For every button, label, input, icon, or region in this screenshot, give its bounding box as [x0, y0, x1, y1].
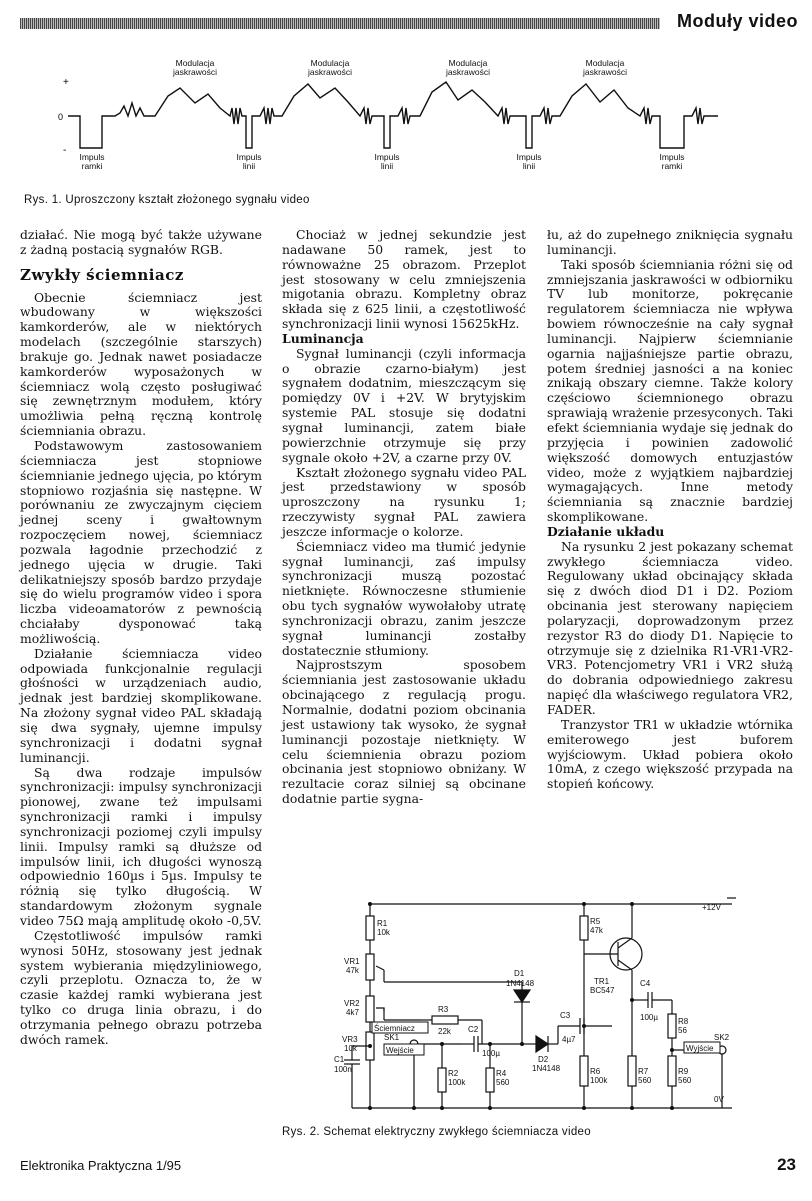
paragraph: Częstotliwość impulsów ramki wynosi 50Hz, stosowany jest jednak system wybierania międzyliniowego, czyli przeplotu. Oznacza to, że w czasie każdej ramki wybierana jest tylko co druga linia obrazu, i do otrzymania pełnego obrazu potrzeba dwóch ramek.	[20, 927, 262, 1047]
svg-text:VR2: VR2	[344, 999, 360, 1008]
svg-text:56: 56	[678, 1026, 687, 1035]
fig2-vcc-label: +12V	[702, 903, 721, 912]
text-column-1	[20, 228, 262, 1048]
figure-2-schematic	[322, 896, 742, 1122]
svg-text:VR1: VR1	[344, 957, 360, 966]
svg-text:Modulacjajaskrawości: Modulacja jaskrawości	[173, 58, 217, 77]
svg-text:R4: R4	[496, 1069, 507, 1078]
paragraph: Działanie ściemniacza video odpowiada funkcjonalnie regulacji głośności w urządzeniach audio, jednak jest bardziej skomplikowane. Na złożony sygnał video PAL składają się dwa sygnały, ujemne impulsy synchronizacji i dodatni sygnał luminancji.	[20, 645, 262, 765]
figure-1-signal-diagram	[20, 58, 720, 200]
paragraph: Taki sposób ściemniania różni się od zmniejszania jaskrawości w odbiorniku TV lub monitorze, pokręcanie regulatorem ściemniacza nie wpływa bowiem równocześnie na cały sygnał luminancji. Najpierw ściemnianie ogarnia najjaśniejsze partie obrazu, potem średniej jasności a na koniec znikają obszary ciemne. Także kolory częściowo ściemnionego obrazu sprawiają wrażenie przesyconych. Taki efekt ściemniania wydaje się jednak do przyjęcia i powinien zadowolić większość domowych entuzjastów video, może z wyjątkiem najbardziej wymagających. Inne metody ściemniania są znacznie bardziej skomplikowane.	[547, 256, 793, 525]
svg-text:Modulacjajaskrawości: Modulacja jaskrawości	[308, 58, 352, 77]
fig2-output-label: Wyjście	[686, 1044, 714, 1053]
svg-text:4k7: 4k7	[346, 1008, 359, 1017]
svg-text:10k: 10k	[377, 928, 390, 937]
svg-text:R6: R6	[590, 1067, 601, 1076]
fig1-plus-label: +	[63, 77, 69, 88]
fig2-dimmer-label: Ściemniacz	[374, 1024, 415, 1033]
svg-text:D1: D1	[514, 969, 525, 978]
svg-text:Impulsramki: Impuls ramki	[659, 152, 685, 171]
svg-text:R3: R3	[438, 1005, 449, 1014]
svg-text:BC547: BC547	[590, 986, 615, 995]
svg-text:R2: R2	[448, 1069, 459, 1078]
figure-1-caption: Rys. 1. Uproszczony kształt złożonego sygnału video	[24, 194, 310, 206]
svg-text:47k: 47k	[346, 966, 359, 975]
svg-text:SK2: SK2	[714, 1033, 730, 1042]
svg-text:10k: 10k	[344, 1044, 357, 1053]
header-pattern-bar	[20, 18, 660, 29]
fig1-top-labels	[172, 58, 627, 77]
fig1-label-bottom-1: Impuls	[79, 152, 105, 162]
fig1-label-bottom-3: Impuls	[374, 152, 400, 162]
svg-text:R9: R9	[678, 1067, 689, 1076]
svg-text:100k: 100k	[448, 1078, 466, 1087]
svg-text:SK1: SK1	[384, 1033, 400, 1042]
svg-text:R7: R7	[638, 1067, 649, 1076]
svg-text:Modulacjajaskrawości: Modulacja jaskrawości	[583, 58, 627, 77]
svg-text:22k: 22k	[438, 1027, 451, 1036]
svg-text:560: 560	[496, 1078, 510, 1087]
svg-text:Impulslinii: Impuls linii	[236, 152, 262, 171]
fig1-label-bottom-2: Impuls	[236, 152, 262, 162]
svg-text:1N4148: 1N4148	[532, 1064, 561, 1073]
fig2-gnd-label: 0V	[714, 1095, 724, 1104]
fig1-label-bottom-4: Impuls	[516, 152, 542, 162]
section-title: Moduły video	[676, 11, 798, 31]
svg-text:100µ: 100µ	[640, 1013, 658, 1022]
fig1-label-bottom-5: Impuls	[659, 152, 685, 162]
paragraph: łu, aż do zupełnego zniknięcia sygnału luminancji.	[547, 227, 793, 257]
text-column-2	[282, 228, 526, 807]
fig1-label-top-2: Modulacja	[310, 58, 350, 68]
heading: Zwykły ściemniacz	[20, 265, 184, 284]
fig1-label-top-4: Modulacja	[585, 58, 625, 68]
svg-text:4µ7: 4µ7	[562, 1035, 576, 1044]
paragraph: Kształt złożonego sygnału video PAL jest przedstawiony w sposób uproszczony na rysunku 1; rzeczywisty sygnał PAL zawiera jeszcze informacje o kolorze.	[282, 464, 526, 539]
fig1-bottom-labels	[79, 152, 684, 171]
svg-text:560: 560	[638, 1076, 652, 1085]
fig1-label-top-1: Modulacja	[175, 58, 215, 68]
svg-text:R5: R5	[590, 917, 601, 926]
svg-text:D2: D2	[538, 1055, 549, 1064]
svg-text:VR3: VR3	[342, 1035, 358, 1044]
svg-text:Impulsramki: Impuls ramki	[79, 152, 105, 171]
text-column-3	[547, 228, 793, 792]
svg-text:100n: 100n	[334, 1065, 352, 1074]
fig1-signal-waveform	[68, 82, 718, 148]
svg-text:1N4148: 1N4148	[506, 979, 535, 988]
fig1-minus-label: -	[63, 145, 67, 156]
paragraph: Tranzystor TR1 w układzie wtórnika emiterowego jest buforem wyjściowym. Układ pobiera około 10mA, z czego większość przypada na stopień końcowy.	[547, 716, 793, 792]
fig1-label-top-3: Modulacja	[448, 58, 488, 68]
paragraph: Są dwa rodzaje impulsów synchronizacji: impulsy synchronizacji pionowej, zwane też impulsami synchronizacji ramki i impulsy synchronizacji poziomej czyli impulsy linii. Impulsy ramki są dłuższe od impulsów linii, ich długości wynoszą odpowiednio 160µs i 5µs. Impulsy te różnią się tylko długością. W standardowym złożonym sygnale video 75Ω mają amplitudę około -0,5V.	[20, 764, 262, 928]
svg-text:R8: R8	[678, 1017, 689, 1026]
paragraph: Najprostszym sposobem ściemniania jest zastosowanie układu obcinającego z regulacją progu. Normalnie, dodatni poziom obcinania jest ustawiony tak wysoko, że sygnał luminancji pozostaje nietknięty. W celu ściemnienia obrazu poziom obcinania jest stopniowo obniżany. W rezultacie coraz silniej są obcinane dodatnie partie sygna-	[282, 657, 526, 807]
svg-text:R1: R1	[377, 919, 388, 928]
page-number: 23	[777, 1155, 796, 1174]
paragraph: Podstawowym zastosowaniem ściemniacza jest stopniowe ściemnianie jednego ujęcia, po którym stopniowo rozjaśnia się następne. W porównaniu ze zwyczajnym cięciem jednej sceny i gwałtownym rozpoczęciem nowej, ściemniacz pozwala łagodnie przechodzić z jednego ujęcia w drugie. Taki delikatniejszy sposób bardzo przydaje się do wielu programów video i spora liczba videoamatorów z pewnością chciałaby dysponować taką możliwością.	[20, 437, 262, 646]
figure-2-caption: Rys. 2. Schemat elektryczny zwykłego ściemniacza video	[282, 1126, 591, 1138]
svg-text:Modulacjajaskrawości: Modulacja jaskrawości	[446, 58, 490, 77]
svg-text:C4: C4	[640, 979, 651, 988]
paragraph: Chociaż w jednej sekundzie jest nadawane 50 ramek, jest to równoważne 25 obrazom. Przeplot jest stosowany w celu zmniejszenia migotania obrazu. Kompletny obraz składa się z 625 linii, a częstotliwość synchronizacji linii wynosi 15625kHz.	[282, 227, 526, 332]
svg-text:100k: 100k	[590, 1076, 608, 1085]
heading: Luminancja	[282, 330, 364, 346]
paragraph: Sygnał luminancji (czyli informacja o obrazie czarno-białym) jest sygnałem dodatnim, mieszczącym się pomiędzy 0V i +2V. W brytyjskim systemie PAL stosuje się dodatni sygnał luminancji, zatem białe powierzchnie otrzymuje się przy sygnale około +2V, a czarne przy 0V.	[282, 345, 526, 465]
paragraph: Na rysunku 2 jest pokazany schemat zwykłego ściemniacza video. Regulowany układ obcinający składa się z dwóch diod D1 i D2. Poziom obcinania jest sterowany napięciem polaryzacji, doprowadzonym przez rezystor R3 do diody D1. Napięcie to otrzymuje się z dzielnika R1-VR1-VR2-VR3. Potencjometry VR1 i VR2 służą do dobrania odpowiedniego zakresu napięć dla właściwego regulatora VR2, FADER.	[547, 538, 793, 717]
paragraph: działać. Nie mogą być także używane z żadną postacią sygnałów RGB.	[20, 227, 262, 257]
fig2-input-label: Wejście	[386, 1046, 414, 1055]
svg-text:C3: C3	[560, 1011, 571, 1020]
footer-magazine: Elektronika Praktyczna 1/95	[20, 1158, 182, 1173]
paragraph: Ściemniacz video ma tłumić jedynie sygnał luminancji, zaś impulsy synchronizacji muszą pozostać nietknięte. Równoczesne stłumienie obu tych sygnałów wywołałoby utratę synchronizacji obrazu, zanim jeszcze sygnał luminancji zostałby dostatecznie stłumiony.	[282, 538, 526, 658]
svg-text:47k: 47k	[590, 926, 603, 935]
svg-text:C1: C1	[334, 1055, 345, 1064]
heading: Działanie układu	[547, 523, 665, 539]
svg-text:Impulslinii: Impuls linii	[374, 152, 400, 171]
svg-text:C2: C2	[468, 1025, 479, 1034]
svg-text:Impulslinii: Impuls linii	[516, 152, 542, 171]
fig1-zero-label: 0	[58, 112, 64, 122]
svg-text:100µ: 100µ	[482, 1049, 500, 1058]
paragraph: Obecnie ściemniacz jest wbudowany w większości kamkorderów, ale w niektórych modelach (szczególnie starszych) brakuje go. Jednak nawet posiadacze kamkorderów wyposażonych w ściemniacz wolą często posługiwać się zewnętrznym modułem, który umożliwia pełną ręczną kontrolę ściemniania obrazu.	[20, 289, 262, 439]
svg-text:560: 560	[678, 1076, 692, 1085]
svg-text:TR1: TR1	[594, 977, 610, 986]
